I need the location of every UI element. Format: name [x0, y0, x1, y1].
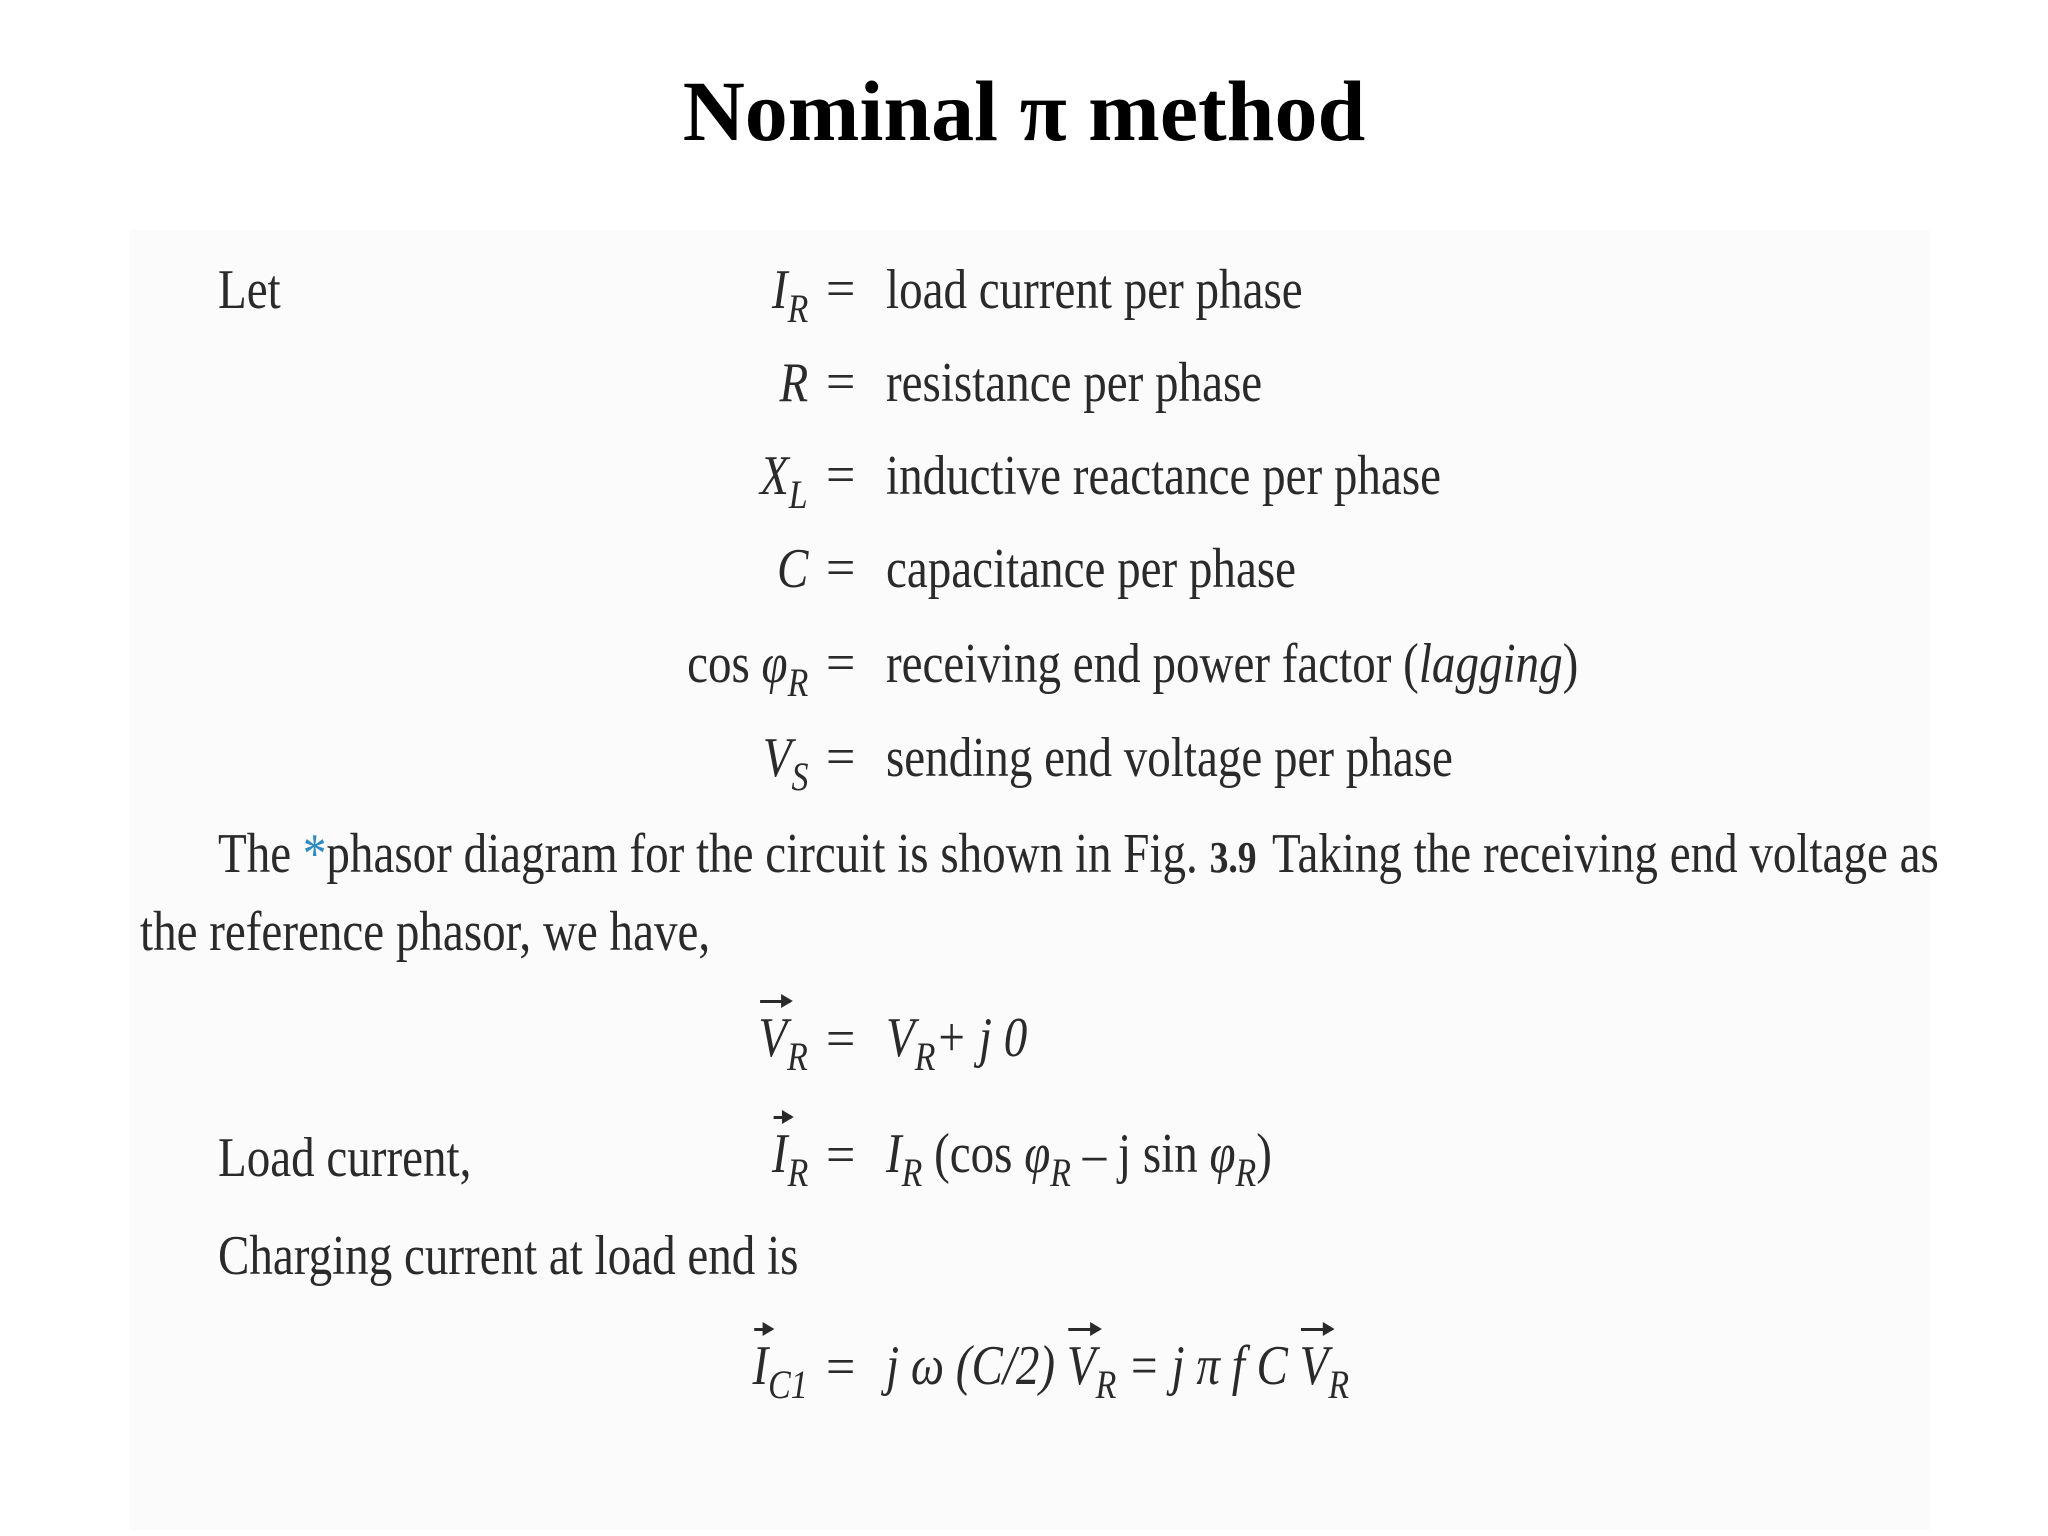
- ir-expression: $I_R$ (cos $\varphi_R$ – j $\sin \varphi_R$): [886, 1123, 1272, 1196]
- definition-description: sending end voltage per phase: [886, 727, 1453, 789]
- paragraph-line-1-continued: Taking the receiving end voltage as: [1272, 823, 1939, 885]
- definition-symbol: $V_S$: [762, 727, 808, 800]
- definition-symbol: $\cos \varphi_R$: [686, 633, 808, 706]
- definition-description: load current per phase: [886, 259, 1303, 321]
- definition-description: resistance per phase: [886, 352, 1263, 414]
- equals-sign: =: [826, 1339, 856, 1396]
- definition-description: receiving end power factor (lagging): [886, 633, 1579, 695]
- charging-current-label: Charging current at load end is: [218, 1225, 799, 1287]
- ir-vector-symbol: $I_R$: [771, 1123, 808, 1196]
- equals-sign: =: [826, 354, 856, 411]
- equals-sign: =: [826, 1127, 856, 1184]
- paragraph-line-2: the reference phasor, we have,: [140, 901, 711, 963]
- definition-description: capacitance per phase: [886, 538, 1297, 600]
- vr-vector-symbol: $V_R$: [758, 1007, 808, 1080]
- definition-symbol: $I_R$: [771, 259, 808, 332]
- definition-symbol: C: [776, 538, 808, 600]
- equals-sign: =: [826, 1011, 856, 1068]
- vr-expression: $V_R+ j$ 0: [886, 1007, 1028, 1080]
- equals-sign: =: [826, 729, 856, 786]
- equals-sign: =: [826, 261, 856, 318]
- definition-symbol: R: [779, 352, 808, 414]
- load-current-label: Load current,: [218, 1127, 472, 1189]
- definition-description: inductive reactance per phase: [886, 445, 1442, 507]
- ic1-vector-symbol: $I_{C1}$: [752, 1335, 808, 1408]
- ic1-expression: j ω (C/2) $V_R = j$ π f C $V_R$: [886, 1335, 1350, 1408]
- paragraph-line-1: The *phasor diagram for the circuit is shown in Fig. 3.9: [218, 823, 1257, 885]
- equals-sign: =: [826, 447, 856, 504]
- definition-symbol: $X_L$: [760, 445, 808, 518]
- equals-sign: =: [826, 540, 856, 597]
- slide-title: Nominal π method: [682, 63, 1366, 159]
- let-label: Let: [218, 259, 281, 321]
- equals-sign: =: [826, 635, 856, 692]
